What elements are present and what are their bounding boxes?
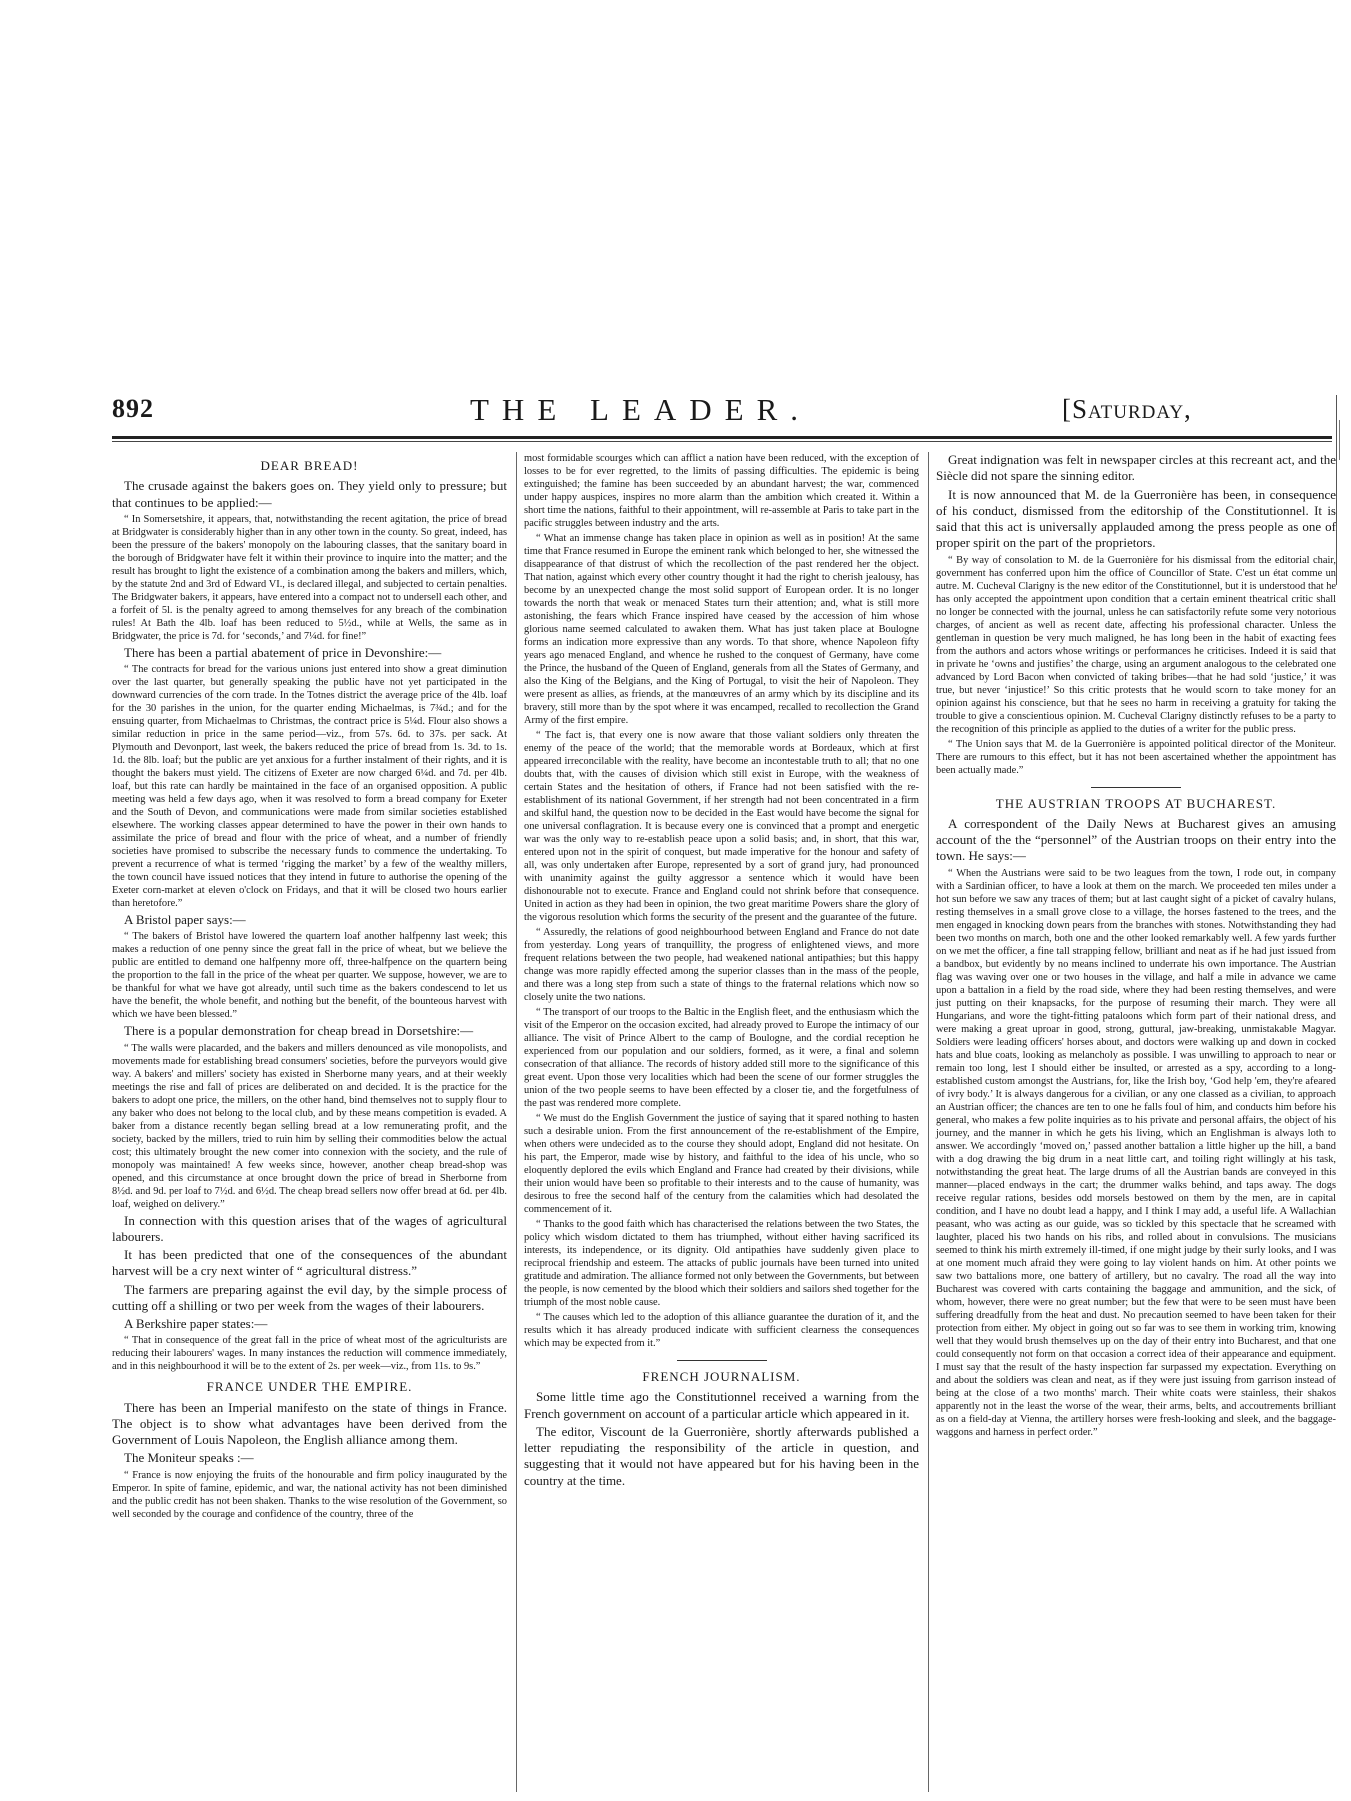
paragraph: It has been predicted that one of the consequences of the abundant harvest will be a cry next winter of “ agricultural distress.” [112,1247,507,1279]
quote-paragraph: “ When the Austrians were said to be two leagues from the town, I rode out, in company with a Sardinian officer, to have a look at them on the march. We proceeded ten miles under a hot sun before we saw any traces of them; but at last caught sight of a picket of cavalry hulans, resting themselves in a small grove close to a village, the horses fastened to the trees, and the men engaged in knocking down pears from the branches with stones. Notwithstanding they had been two months on march, both one and the other looked remarkably well. A few yards further on we met the officer, a fine tall strapping fellow, brilliant and neat as if he had just issued from a bandbox, but evidently by no means inclined to underrate his own importance. The Austrian flag was waving over one or two houses in the village, and half a mile in advance we came upon a battalion in a field by the road side, where they had been resting themselves, and were just putting on their knapsacks, for the purpose of resuming their march. They were all Hungarians, and wore the tight-fitting pataloons which form part of their national dress, and were making a great uproar in good, strong, guttural, jaw-breaking, unmistakable Magyar. Soldiers were leading officers' horses about, and doctors were walking up and down in cocked hats and blue coats, looking as melancholy as possible. I was unwilling to approach to near or remain too long, lest I should either be insulted, or arrested as a spy, according to a long-established custom amongst the Austrians, for, like the Irish boy, ‘God help 'em, they're afeared of ivry body.’ It is always dangerous for a civilian, or any one classed as a civilian, to approach an Austrian officer; the chances are ten to one he falls foul of him, and conducts him before his general, who makes a few polite inquiries as to his private and personal affairs, the object of his journey, and the manner in which he gets his living, which an Englishman is always loth to answer. We accordingly ‘moved on,’ passed another battalion a little higher up the hill, a band with a dog drawing the big drum in a neat little cart, and toiling right willingly at his task, notwithstanding the great heat. The large drums of all the Austrian bands are conveyed in this manner—placed endways in the cart; the drummer walks behind, and taps away. The dogs receive regular rations, besides odd morsels bestowed on them by the men, are in capital condition, and I have no doubt lead a happy, and I think I may add, a useful life. A Wallachian peasant, who was acting as our guide, was so tickled by this spectacle that he screamed with laughter, placed his two hands on his ribs, and rolled about in convulsions. The musicians seemed to think his mirth extremely ill-timed, if one might judge by their surly looks, and I was at one moment much afraid they were going to lay violent hands on him. At other points we saw two battalions more, one battery of artillery, but no cavalry. The road all the way into Bucharest was covered with carts containing the baggage and ammunition, and the sick, of whom, however, there were no great number; but the few that were to be seen must have been suffering dreadfully from the heat and dust. No precaution seemed to have been taken for their protection from either. My object in going out so far was to see them in working trim, knowing well that they would brush themselves up on the day of their entry into Bucharest, and that one could consequently not form on that occasion a correct idea of their appearance and equipment. I must say that the result of the hasty inspection far surpassed my expectation. Everything on and about the soldiers was clean and neat, as if they were just issuing from garrison instead of being at the close of a two months' march. Their white coats were stainless, their shakos apparently not in the least the worse of the wear, their arms, belts, and accoutrements brilliant as on a field-day at Vienna, the artillery horses were fresh-looking and sleek, and the baggage-waggons and harness in perfect order.” [936,867,1336,1438]
page-number: 892 [112,394,154,423]
paragraph: A correspondent of the Daily News at Bucharest gives an amusing account of the the “personnel” of the Austrian troops on their entry into the town. He says:— [936,815,1336,864]
page-edge-line [1339,420,1340,460]
quote-paragraph: “ The fact is, that every one is now aware that those valiant soldiers only threaten the enemy of the peace of the world; that the memorable words at Bordeaux, which at first appeared irreconcilable with the reality, have become an incontestable truth to all; that no one doubts that, with the causes of division which still exist in Europe, with the weakness of certain States and the hesitation of others, if France had not been satisfied with the re-establishment of its national Government, if her strength had not been concentrated in a firm and skilful hand, the question now to be decided in the East would have become the signal for one universal conflagration. It is because every one is convinced that a prompt and energetic war was the only way to re-establish peace upon a solid basis; and, in short, that this war, entered upon not in the spirit of conquest, but made imperative for the honour and safety of all, was only undertaken after Europe, represented by a sort of grand jury, had pronounced with unanimity against the guilty aggressor a sentence which it would have been dishonourable not to execute. France and England could not shrink before that consequence. United in action as they had been in opinion, the two great maritime Powers share the glory of the vigorous resolution which forms the security of the present and the guarantee of the future. [524,730,919,923]
section-separator [1091,787,1181,788]
paragraph: The farmers are preparing against the evil day, by the simple process of cutting off a shilling or two per week from the wages of their labourers. [112,1281,507,1313]
quote-paragraph: “ What an immense change has taken place in opinion as well as in position! At the same time that France resumed in Europe the eminent rank which belonged to her, she witnessed the disappearance of that distrust of which the recollection of the past rendered her the object. That nation, against which every other country thought it had the right to cherish jealousy, has become by an unexpected change the most solid support of European order. It is no longer towards the north that weak or menaced States turn their attention; and, what is still more astonishing, the fears which France inspired have ceased by the accession of him whose glorious name seemed calculated to awaken them. What has just taken place at Boulogne forms an indication more expressive than any words. To that shore, whence Napoleon fifty years ago menaced England, and whence he rushed to the conquest of Germany, have come the Prince, the husband of the Queen of England, generals from all the States of Germany, and also the King of the Belgians, and the King of Portugal, to visit the heir of Napoleon. They were present as allies, as friends, at the manœuvres of an army which by its discipline and its bravery, still more than by the spot where it was encamped, recalled to recollection the Grand Army of the first empire. [524,533,919,726]
column-divider [928,452,929,1792]
quote-paragraph: “ Assuredly, the relations of good neighbourhood between England and France do not date from yesterday. Long years of tranquillity, the progress of enlightened views, and more frequent relations between the two people, had weakened national antipathies; but this happy change was more rapidly effected among the superior classes than in the mass of the people, and there was a long step from such a state of things to the fraternal relations which now so closely unite the two nations. [524,927,919,1003]
quote-paragraph: “ In Somersetshire, it appears, that, notwithstanding the recent agitation, the price of bread at Bridgwater is considerably higher than in any other town in the county. So great, indeed, has been the pressure of the bakers' monopoly on the labouring classes, that the sanitary board in the borough of Bridgwater have felt it within their province to inquire into the matter; and the result has brought to light the existence of a combination among the bakers and millers, which, by the statute 2nd and 3rd of Edward VI., is declared illegal, and subjected to certain penalties. The Bridgwater bakers, it appears, have entered into a compact not to undersell each other, and a forfeit of 5l. is the penalty agreed to among themselves for any breach of the combination rules! At Bath the 4lb. loaf has been reduced to 5½d., while at Wells, the same as in Bridgwater, the price is 7d. for ‘seconds,’ and 7¼d. for fine!” [112,513,507,642]
masthead [112,394,1332,434]
paragraph: A Berkshire paper states:— [124,1316,268,1331]
paragraph: Some little time ago the Constitutionnel received a warning from the French government on account of a particular article which appeared in it. [524,1389,919,1421]
paragraph: In connection with this question arises that of the wages of agricultural labourers. [112,1212,507,1244]
quote-paragraph: “ The walls were placarded, and the bakers and millers denounced as vile monopolists, and movements made for establishing bread consumers' societies, before the purveyors would give way. A bakers' and millers' society has existed in Sherborne many years, and at their weekly meetings the rise and fall of prices are deliberated on and decided. It is the practice for the bakers to adopt one price, the millers, on the other hand, bind themselves not to supply flour to any baker who does not belong to the local club, and by these means competition is evaded. A baker from a distance recently began selling bread at a low remunerating profit, and the society, backed by the millers, tried to ruin him by selling their commodities below the actual cost; this ultimately brought the new comer into connexion with the society, and the rule of monopoly was maintained! A few weeks since, however, another cheap bread-shop was opened, and this circumstance at once brought down the price of bread in Sherborne from 8½d. and 9d. per loaf to 7½d. and 6½d. The cheap bread sellers now offer bread at 6d. per 4lb. loaf, weighed on delivery.” [112,1042,507,1210]
column-divider [516,452,517,1792]
quote-paragraph: “ The contracts for bread for the various unions just entered into show a great diminution over the last quarter, but generally speaking the public have not yet participated in the downward currencies of the corn trade. In the Totnes district the average price of the 4lb. loaf for the 30 parishes in the union, for the quarter ending Michaelmas, is 7¾d.; and for the ensuing quarter, from Michaelmas to Christmas, the contract price is 5¼d. Flour also shows a similar reduction in price in the same period—viz., from 57s. 6d. to 37s. per sack. At Plymouth and Devonport, last week, the bakers reduced the price of bread from 1s. 3d. to 1s. 1d. the 8lb. loaf; but the public are yet anxious for a further instalment of their rights, and it is thought the bakers must yield. The citizens of Exeter are now charged 6¼d. and 7d. per 4lb. loaf, but this rate can hardly be maintained in the face of an organised opposition. A public meeting was held a few days ago, when it was resolved to form a bread company for Exeter and the South of Devon, and communications were made from similar societies established elsewhere. The working classes appear determined to have the power in their own hands to assimilate the price of bread and flour with the price of wheat, and a number of friendly societies have promised to subscribe the necessary funds to commence the undertaking. To prevent a recurrence of what is termed ‘rigging the market’ by a few of the wealthy millers, the town council have issued notices that they intend in future to authorise the opening of the Exeter corn-market at eleven o'clock on Fridays, and that it will be closed two hours earlier than heretofore.” [112,664,507,909]
paragraph: The Moniteur speaks :— [124,1450,254,1466]
quote-paragraph: “ France is now enjoying the fruits of the honourable and firm policy inaugurated by the Emperor. In spite of famine, epidemic, and war, the national activity has not been diminished and the public credit has not been shaken. Thanks to the wise resolution of the Government, so well seconded by the courage and confidence of the country, three of the [112,1469,507,1520]
quote-paragraph: “ The Union says that M. de la Guerronière is appointed political director of the Moniteur. There are rumours to this effect, but it has not been ascertained whether the appointment has been actually made.” [936,738,1336,776]
article-heading: DEAR BREAD! [260,458,359,473]
quote-paragraph: “ Thanks to the good faith which has characterised the relations between the two States, the policy which wisdom dictated to them has triumphed, without either having sacrificed its interests, its independence, or its dignity. Old antipathies have suddenly given place to reciprocal friendship and esteem. The attacks of public journals have been turned into united gratitude and admiration. The alliance formed not only between the Governments, but between the people, is now cemented by the blood which their soldiers and sailors shed together for the triumph of the most noble cause. [524,1219,919,1308]
page-edge-line [1336,395,1337,585]
article-heading: FRANCE UNDER THE EMPIRE. [206,1379,413,1395]
paragraph: The crusade against the bakers goes on. They yield only to pressure; but that continues to be applied:— [112,478,507,510]
dateline: [Saturday, [1062,394,1192,424]
quote-paragraph: “ The bakers of Bristol have lowered the quartern loaf another halfpenny last week; this makes a reduction of one penny since the great fall in the price of wheat, but we believe the public are entitled to demand one halfpenny more off, three-halfpence on the quartern being the proportion to the fall in the price of the wheat per quarter. We suppose, however, we are to be thankful for what we have got already, until such time as the bakers condescend to let us have the benefit, the whole benefit, and nothing but the benefit, of the bounteous harvest with which we have been blessed.” [112,931,507,1021]
newspaper-title: THE LEADER. [470,392,812,427]
masthead-rule [112,436,1332,439]
column-1 [112,452,507,1523]
paragraph: The editor, Viscount de la Guerronière, shortly afterwards published a letter repudiating the responsibility of the article in question, and suggesting that it would not have appeared but for his having been in the country at the time. [524,1423,919,1488]
masthead-rule [112,441,1332,442]
paragraph: Great indignation was felt in newspaper circles at this recreant act, and the Siècle did not spare the sinning editor. [936,452,1336,484]
column-2 [524,452,919,1491]
quote-paragraph: most formidable scourges which can afflict a nation have been reduced, with the exception of losses to be for ever regretted, to the limits of passing difficulties. The epidemic is being extinguished; the famine has been succeeded by an abundant harvest; the war, commenced under happy auspices, inspires no more alarm than the ambition which created it. Within a short time the nations, faithful to their appointment, will re-assemble at Paris to take part in the pacific struggles between industry and the arts. [524,453,919,529]
quote-paragraph: “ That in consequence of the great fall in the price of wheat most of the agriculturists are reducing their labourers' wages. In many instances the reduction will commence immediately, and in this neighbourhood it will be to the extent of 2s. per week—viz., from 11s. to 9s.” [112,1335,507,1373]
quote-paragraph: “ The transport of our troops to the Baltic in the English fleet, and the enthusiasm which the visit of the Emperor on the occasion excited, had already proved to Europe the intimacy of our alliance. The visit of Prince Albert to the camp of Boulogne, and the cordial reception he experienced from our population and our soldiers, formed, as it were, a final and solemn consecration of that alliance. The records of history added still more to the significance of this great event. Upon those very localities which had been the scene of our former struggles the union of the two people seems to have been effected by a closer tie, and the forgetfulness of the past was rendered more complete. [524,1007,919,1109]
quote-paragraph: “ We must do the English Government the justice of saying that it spared nothing to hasten such a desirable union. From the first announcement of the re-establishment of the Empire, when others were undecided as to the course they should adopt, England did not hesitate. On his part, the Emperor, made wise by history, and faithful to the idea of his uncle, who so eloquently deplored the evils which England and France had created by their divisions, while their union would have been so profitable to their interests and to the cause of humanity, was desirous to free the second half of the century from the calamities which had desolated the commencement of it. [524,1113,919,1215]
paragraph: There is a popular demonstration for cheap bread in Dorsetshire:— [124,1023,474,1039]
quote-paragraph: “ By way of consolation to M. de la Guerronière for his dismissal from the editorial chair, government has conferred upon him the office of Councillor of State. C'est un état comme un autre. M. Cucheval Clarigny is the new editor of the Constitutionnel, but it is understood that he has only accepted the appointment upon condition that a certain eminent theatrical critic shall no longer be connected with the journal, unless he can satisfactorily refute some very notorious charges, of ancient as well as recent date, affecting his professional character. Unless the gentleman in question be very much maligned, he has long been in the habit of exacting fees from the authors and actors whose writings or performances he criticises. Indeed it is said that in private he ‘owns and justifies’ the charge, using an argument analogous to the celebrated one advanced by Lord Bacon when convicted of taking bribes—that he had sold ‘justice,’ it was true, but never ‘injustice!’ So this critic protests that he would scorn to take money for an opinion against his conscience, but that he sees no harm in receiving a gratuity for taking the trouble to give a conscientious opinion. M. Cucheval Clarigny distinctly refuses to be a party to the recognition of this principle as applied to the duties of a writer for the public press. [936,554,1336,735]
paragraph: There has been a partial abatement of price in Devonshire:— [124,644,442,660]
column-3 [936,452,1336,1441]
quote-paragraph: “ The causes which led to the adoption of this alliance guarantee the duration of it, and the results which it has already produced indicate with sufficient clearness the consequences which may be expected from it.” [524,1312,919,1349]
paragraph: There has been an Imperial manifesto on the state of things in France. The object is to show what advantages have been derived from the Government of Louis Napoleon, the English alliance among them. [112,1399,507,1447]
article-heading: THE AUSTRIAN TROOPS AT BUCHAREST. [995,795,1277,811]
paragraph: It is now announced that M. de la Guerronière has been, in consequence of his conduct, dismissed from the editorship of the Constitutionnel. It is said that this act is universally applauded among the press people as one of proper spirit on the part of the proprietors. [936,486,1336,551]
section-separator [677,1360,767,1361]
paragraph: A Bristol paper says:— [124,912,246,927]
article-heading: FRENCH JOURNALISM. [642,1369,801,1384]
